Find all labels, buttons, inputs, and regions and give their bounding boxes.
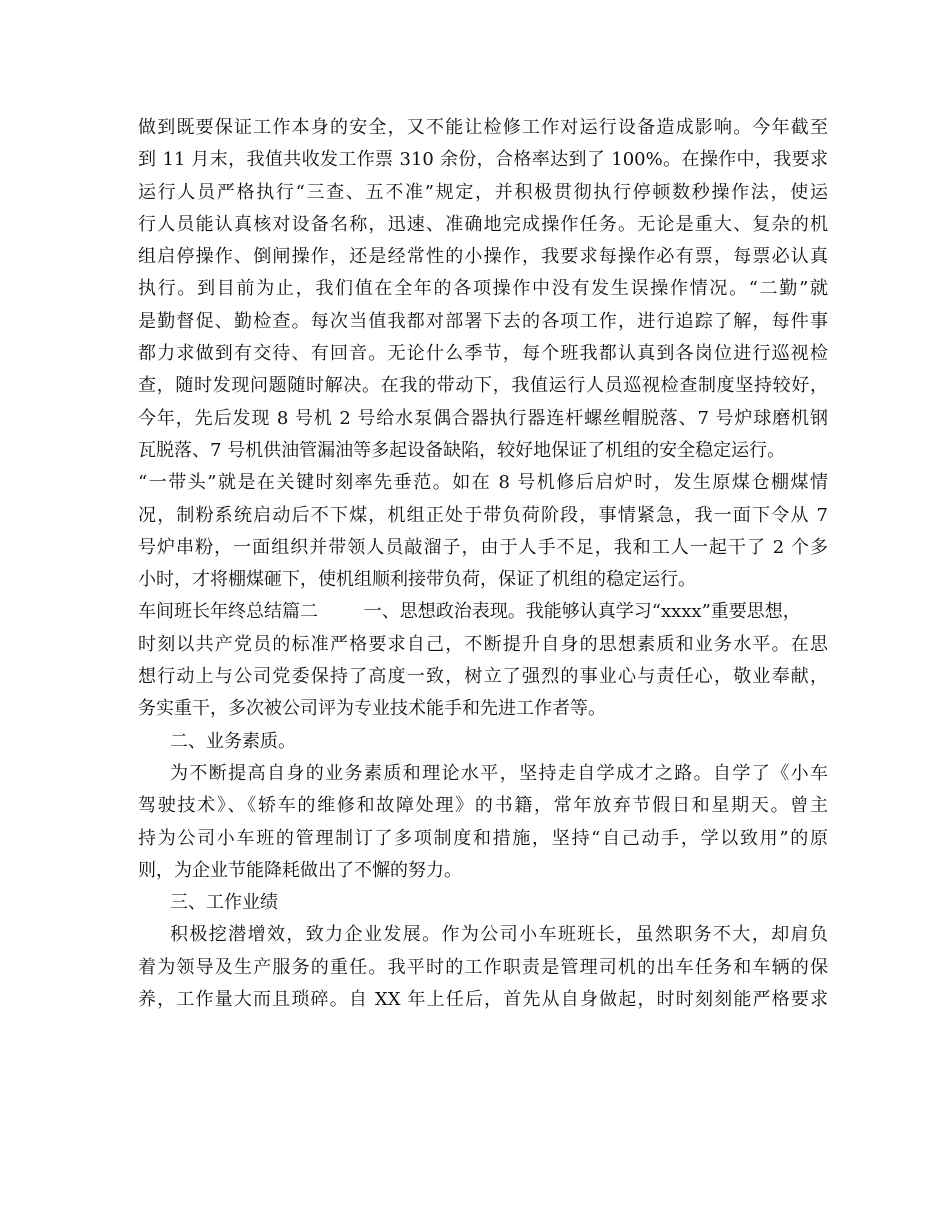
text-line: 运行人员严格执行“三查、五不准”规定，并积极贯彻执行停顿数秒操作法，使运	[138, 181, 828, 203]
text-line: 查，随时发现问题随时解决。在我的带动下，我值运行人员巡视检查制度坚持较好，	[138, 375, 828, 397]
text-line: 小时，才将棚煤砸下，使机组顺利接带负荷，保证了机组的稳定运行。	[138, 569, 696, 591]
text-line: 着为领导及生产服务的重任。我平时的工作职责是管理司机的出车任务和车辆的保	[138, 956, 828, 978]
text-line: 是勤督促、勤检查。每次当值我都对部署下去的各项工作，进行追踪了解，每件事	[138, 310, 828, 332]
section-heading: 三、工作业绩	[170, 892, 278, 914]
text-line: 瓦脱落、7 号机供油管漏油等多起设备缺陷，较好地保证了机组的安全稳定运行。	[138, 439, 786, 461]
section-heading: 二、业务素质。	[170, 730, 296, 752]
text-line: 养，工作量大而且琐碎。自 XX 年上任后，首先从自身做起，时时刻刻能严格要求	[138, 989, 828, 1011]
text-line: 到 11 月末，我值共收发工作票 310 余份，合格率达到了 100%。在操作中，我要求	[138, 149, 828, 171]
text-line: 做到既要保证工作本身的安全，又不能让检修工作对运行设备造成影响。今年截至	[138, 117, 828, 138]
paragraph-first-line: 积极挖潜增效，致力企业发展。作为公司小车班班长，虽然职务不大，却肩负	[170, 924, 828, 946]
text-line: 组启停操作、倒闸操作，还是经常性的小操作，我要求每操作必有票，每票必认真	[138, 246, 828, 268]
text-line: 执行。到目前为止，我们值在全年的各项操作中没有发生误操作情况。“二勤”就	[138, 278, 828, 300]
text-line: 想行动上与公司党委保持了高度一致，树立了强烈的事业心与责任心，敬业奉献，	[138, 666, 828, 688]
paragraph-first-line: 为不断提高自身的业务素质和理论水平，坚持走自学成才之路。自学了《小车	[170, 762, 828, 784]
document-body	[138, 112, 828, 1016]
text-line: 都力求做到有交待、有回音。无论什么季节，每个班我都认真到各岗位进行巡视检	[138, 343, 828, 365]
text-line: 况，制粉系统启动后不下煤，机组正处于带负荷阶段，事情紧急，我一面下令从 7	[138, 504, 828, 526]
text-line: 今年，先后发现 8 号机 2 号给水泵偶合器执行器连杆螺丝帽脱落、7 号炉球磨机钢	[138, 407, 828, 429]
text-line: 务实重干，多次被公司评为专业技术能手和先进工作者等。	[138, 698, 606, 720]
section-heading-line: 车间班长年终总结篇二 一、思想政治表现。我能够认真学习“xxxx”重要思想，	[138, 601, 801, 623]
text-line: 驾驶技术》、《轿车的维修和故障处理》的书籍，常年放弃节假日和星期天。曾主	[138, 795, 828, 817]
text-line: 号炉串粉，一面组织并带领人员敲溜子，由于人手不足，我和工人一起干了 2 个多	[138, 536, 828, 558]
text-line: 行人员能认真核对设备名称，迅速、准确地完成操作任务。无论是重大、复杂的机	[138, 213, 828, 235]
text-line: 则，为企业节能降耗做出了不懈的努力。	[138, 859, 462, 881]
text-line: “一带头”就是在关键时刻率先垂范。如在 8 号机修后启炉时，发生原煤仓棚煤情	[138, 472, 828, 494]
text-line: 持为公司小车班的管理制订了多项制度和措施，坚持“自己动手，学以致用”的原	[138, 827, 828, 849]
text-line: 时刻以共产党员的标准严格要求自己，不断提升自身的思想素质和业务水平。在思	[138, 633, 828, 655]
